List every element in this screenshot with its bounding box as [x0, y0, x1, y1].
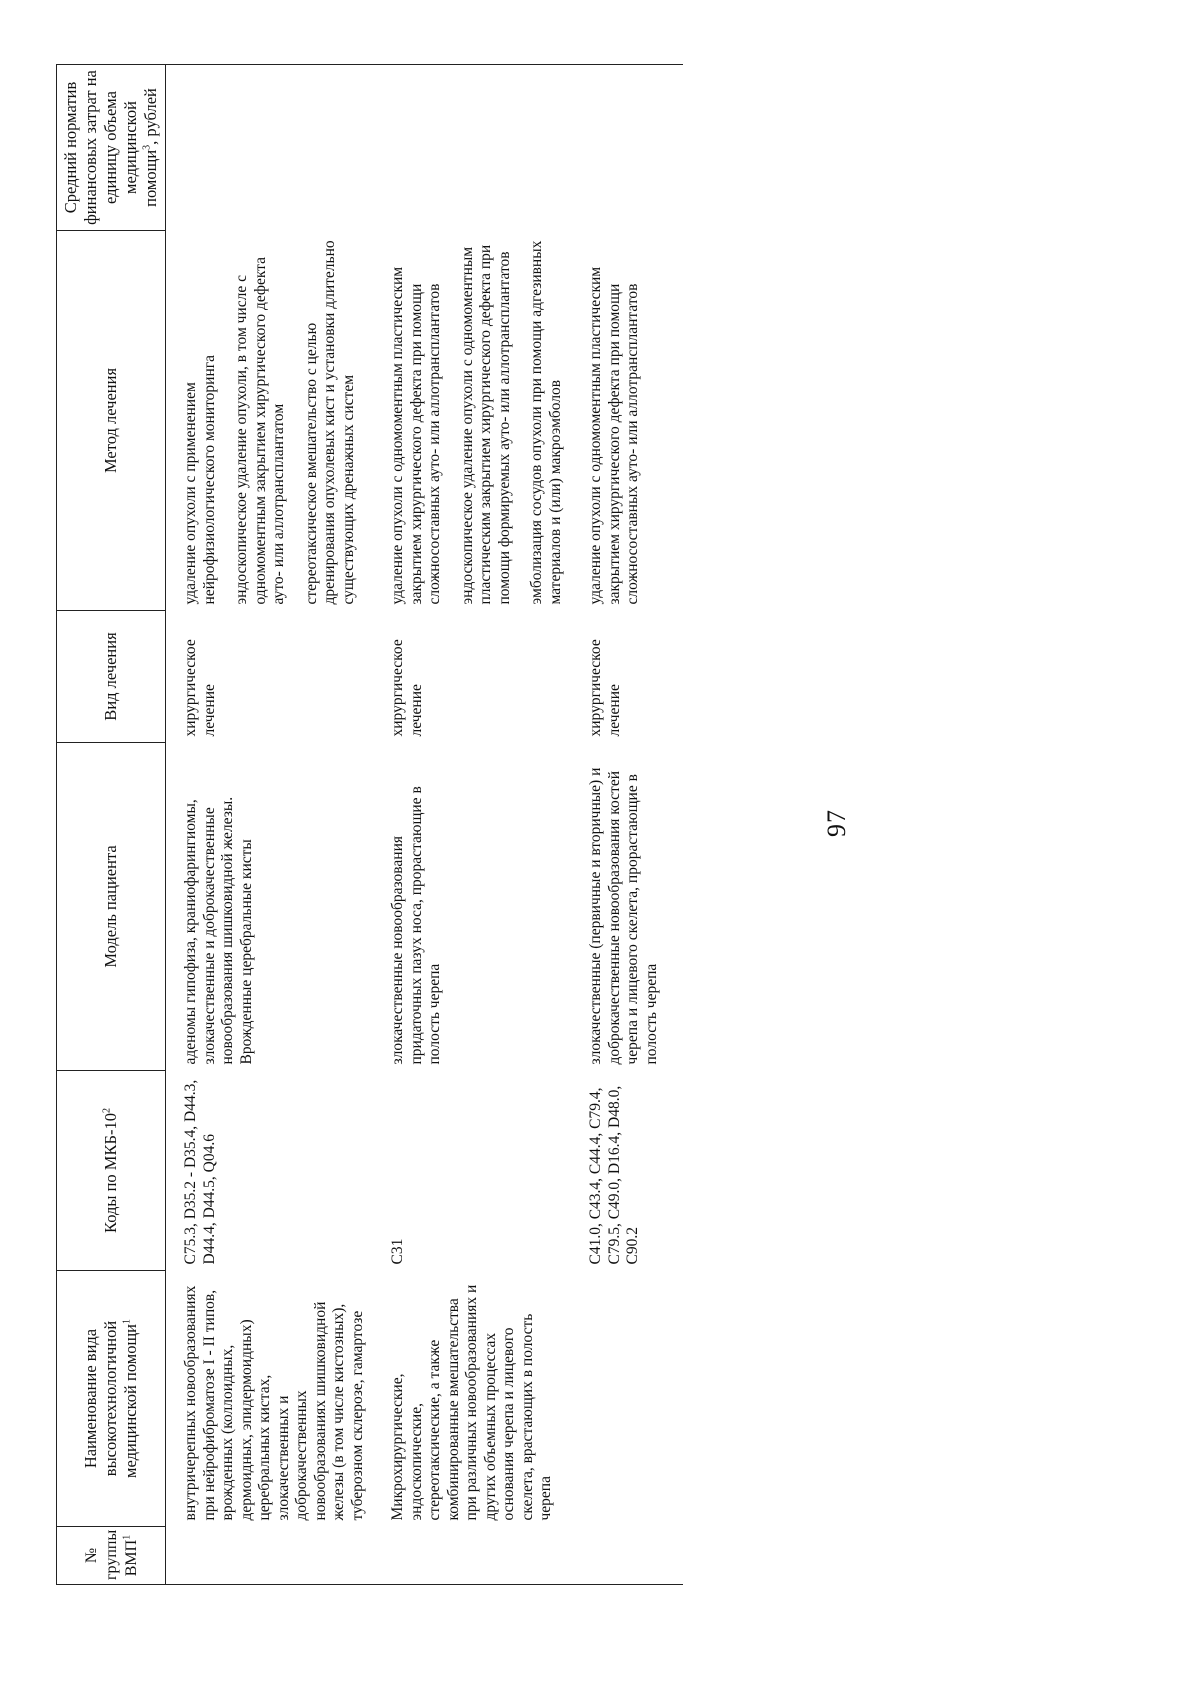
header-icd-codes: Коды по МКБ-$10^2$: [57, 1071, 166, 1271]
method-item: удаление опухоли с одномоментным пластическим закрытием хирургического дефекта при помощи сложносоставных ауто- или аллотрансплантатов: [389, 266, 443, 605]
cell-cost: [166, 65, 390, 231]
cell-treatment-method: [587, 231, 683, 611]
header-treatment-method: Метод лечения: [57, 231, 166, 611]
cell-treatment-type: хирургическое лечение: [587, 639, 623, 737]
cell-treatment-method: [166, 231, 390, 611]
cell-patient-model: злокачественные новообразования придаточных пазух носа, прорастающие в полость черепа: [389, 786, 443, 1065]
header-group-number: № группы ВМП$^1$: [57, 1527, 166, 1585]
cell-treatment-method: [389, 231, 587, 611]
cell-group: [389, 1527, 587, 1585]
cell-treatment-type: хирургическое лечение: [182, 639, 218, 737]
method-item: эмболизация сосудов опухоли при помощи адгезивных материалов и (или) макроэмболов: [528, 240, 564, 605]
cell-cost: [389, 65, 587, 231]
cell-treatment-type: хирургическое лечение: [389, 639, 425, 737]
header-row: [57, 65, 166, 1585]
table-row: [587, 65, 683, 1585]
cell-icd-codes: C41.0, C43.4, C44.4, C79.4, C79.5, C49.0, D16.4, D48.0, C90.2: [587, 1085, 641, 1265]
method-item: удаление опухоли с применением нейрофизиологического мониторинга: [182, 355, 218, 605]
table-row: [389, 65, 587, 1585]
cell-cost: [587, 65, 683, 231]
cell-care-name: [587, 1271, 683, 1527]
cell-group: [587, 1527, 683, 1585]
page-number: 97: [822, 809, 851, 837]
cell-group: [166, 1527, 390, 1585]
header-patient-model: Модель пациента: [57, 743, 166, 1071]
method-item: стереотаксическое вмешательство с целью дренирования опухолевых кист и установки длительно существующих дренажных систем: [302, 240, 357, 605]
method-item: эндоскопическое удаление опухоли с одномоментным пластическим закрытием хирургического дефекта при помощи формируемых ауто- или аллотрансплантатов: [458, 244, 513, 605]
header-care-name: Наименование вида высокотехнологичной медицинской помощи$^1$: [57, 1271, 166, 1527]
method-item: эндоскопическое удаление опухоли, в том числе с одномоментным закрытием хирургического дефекта ауто- или аллотрансплантатом: [233, 256, 287, 605]
vmp-table: [56, 64, 683, 1585]
cell-icd-codes: C75.3, D35.2 - D35.4, D44.3, D44.4, D44.5, Q04.6: [182, 1079, 218, 1265]
cell-care-name: внутричерепных новообразованиях при нейрофиброматозе I - II типов, врожденных (коллоидных, дермоидных, эпидермоидных) церебральных кистах, злокачественных и доброкачественных новообразованиях шишковидной железы (в том числе кистозных), туберозном склерозе, гамартозе: [182, 1285, 366, 1521]
header-cost-standard: Средний норматив финансовых затрат на единицу объема медицинской помощи$^3$, рублей: [57, 65, 166, 231]
method-item: удаление опухоли с одномоментным пластическим закрытием хирургического дефекта при помощи сложносоставных ауто- или аллотрансплантатов: [587, 266, 641, 605]
header-treatment-type: Вид лечения: [57, 611, 166, 743]
table-row: [166, 65, 390, 1585]
cell-patient-model: злокачественные (первичные и вторичные) и доброкачественные новообразования костей черепа и лицевого скелета, прорастающие в полость черепа: [587, 767, 660, 1065]
cell-patient-model: аденомы гипофиза, краниофарингиомы, злокачественные и доброкачественные новообразования шишковидной железы. Врожденные церебральные кисты: [182, 796, 255, 1065]
cell-care-name: Микрохирургические, эндоскопические, стереотаксические, а также комбинированные вмешательства при различных новообразованиях и других объемных процессах основания черепа и лицевого скелета, врастающих в полость черепа: [389, 1284, 554, 1521]
cell-icd-codes: C31: [389, 1238, 406, 1265]
